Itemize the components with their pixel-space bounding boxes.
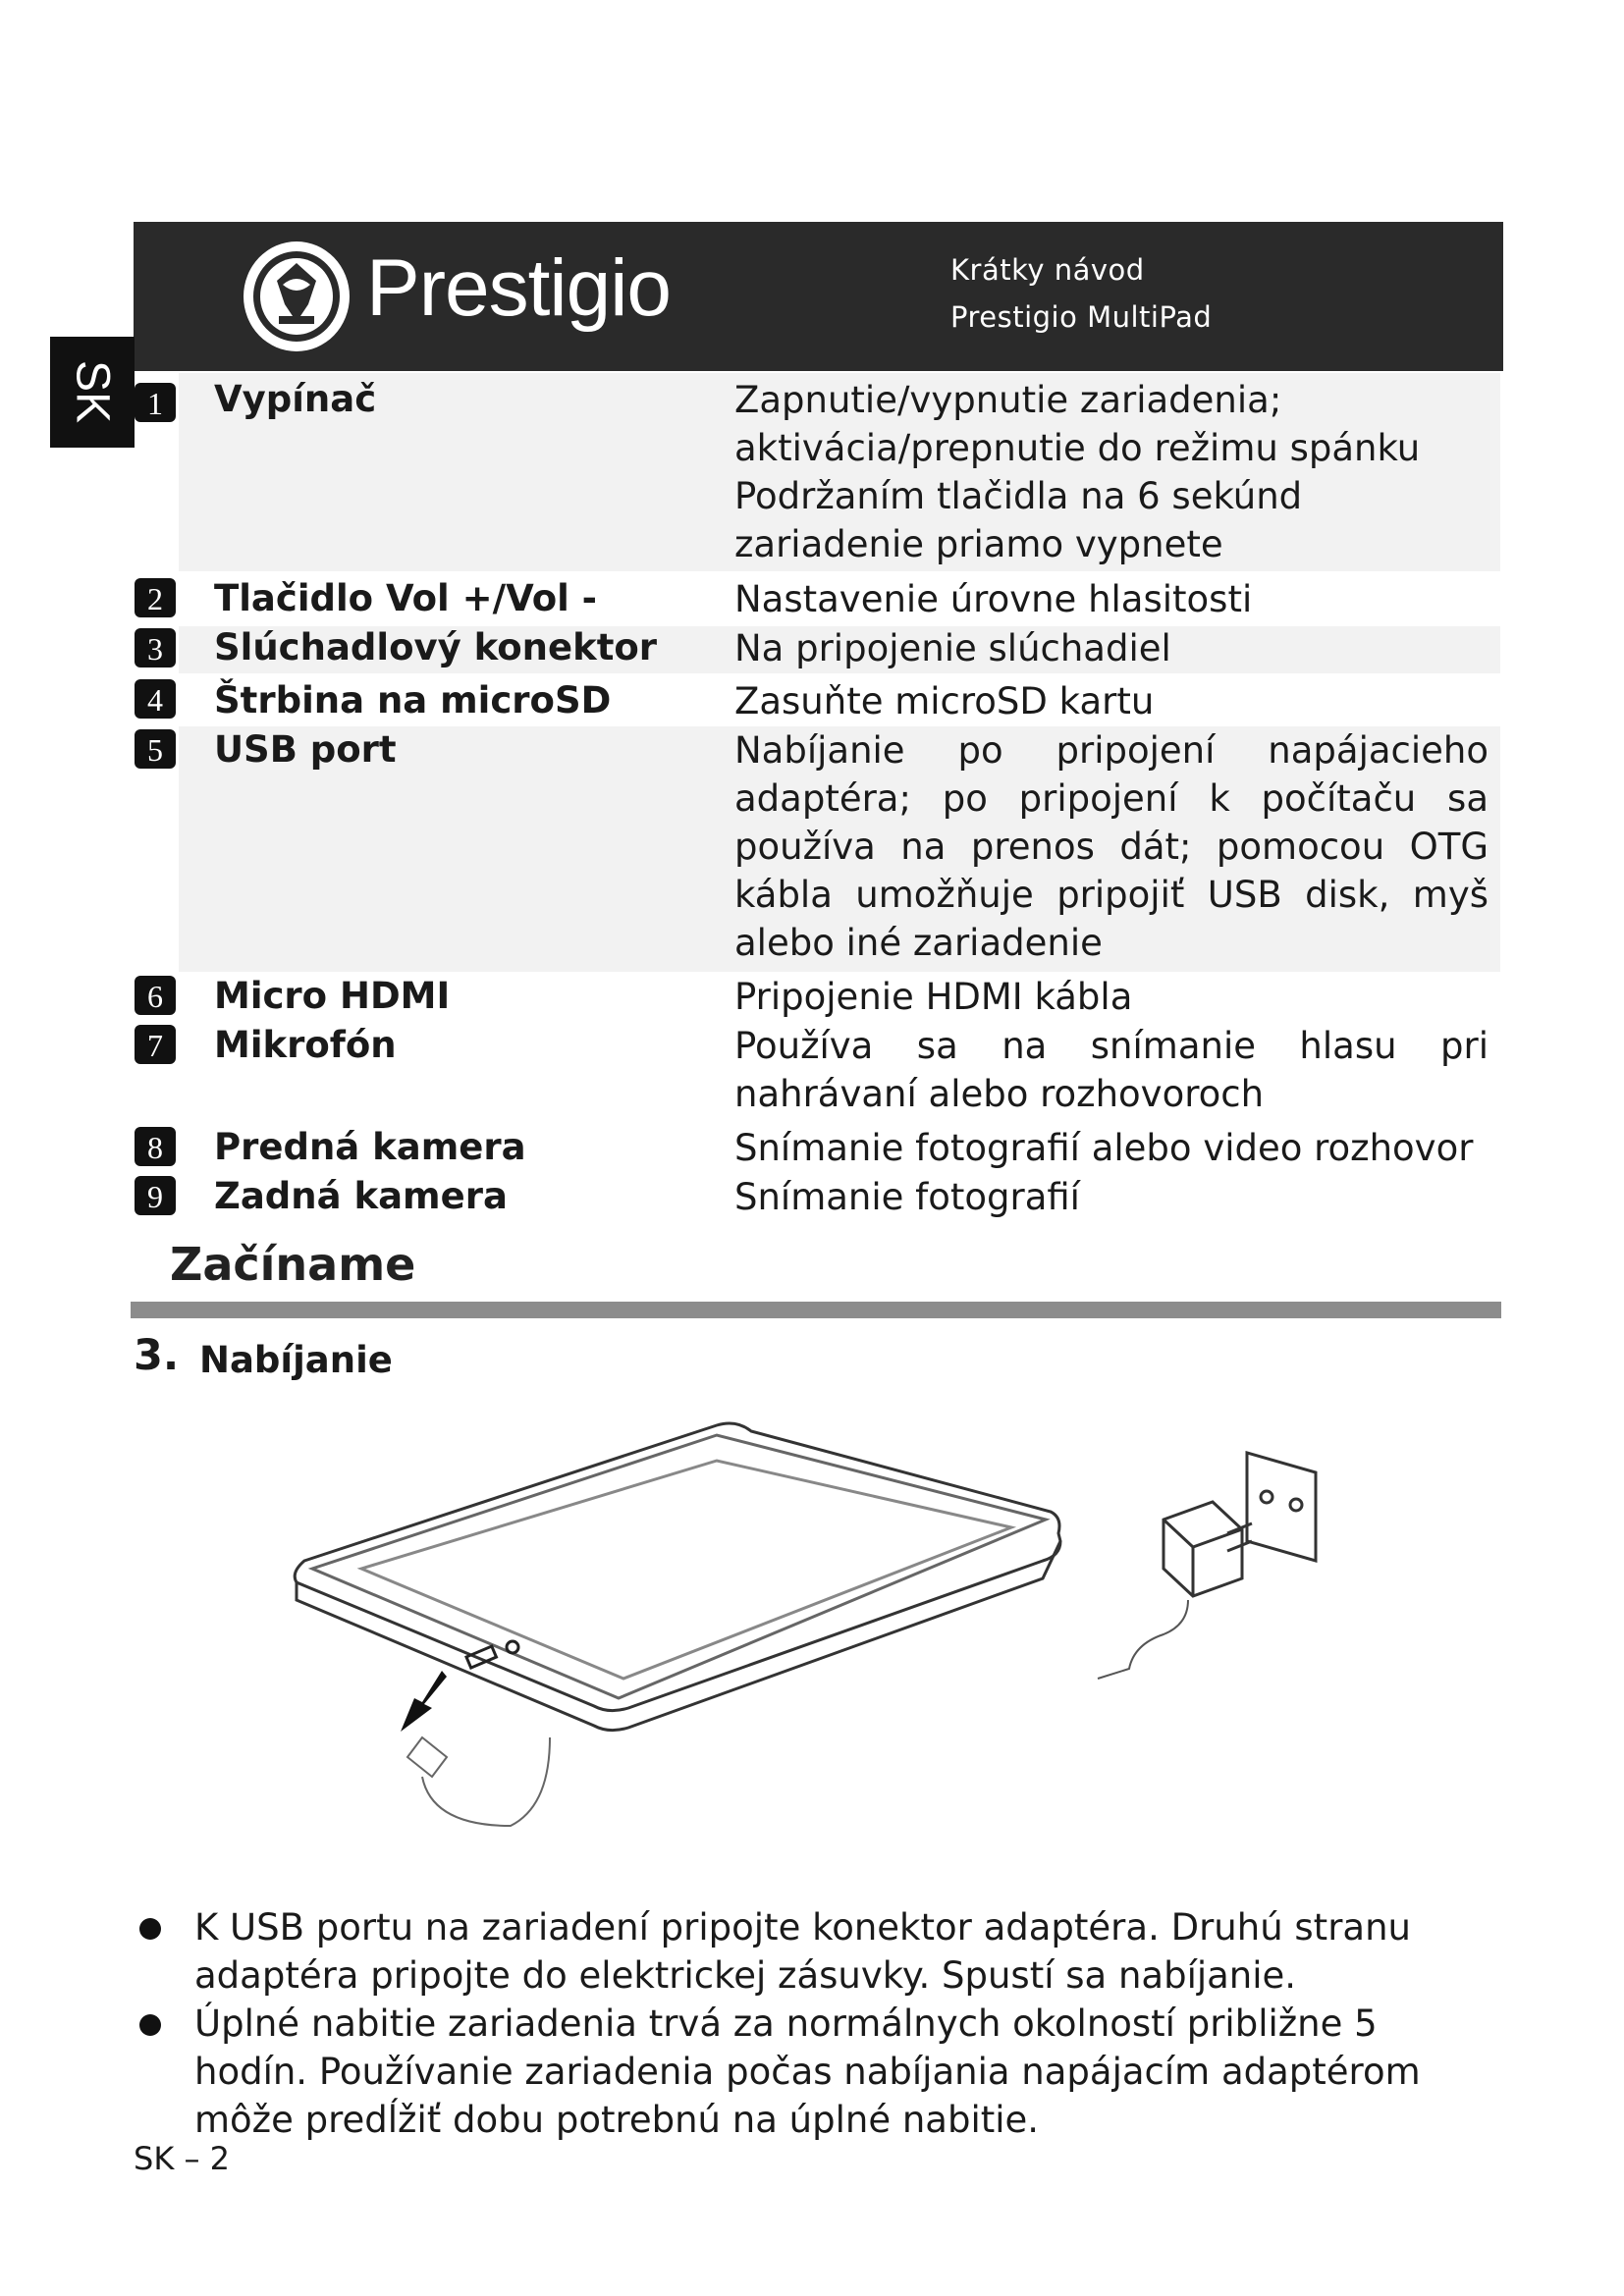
- bullet-text: Úplné nabitie zariadenia trvá za normálnych okolností približne 5 hodín. Používanie zariadenia počas nabíjania napájacím adaptérom môže predĺžiť dobu potrebnú na úplné nabitie.: [194, 2002, 1421, 2141]
- component-number: 4: [135, 679, 176, 719]
- component-term: Vypínač: [214, 378, 377, 420]
- component-desc: Zapnutie/vypnutie zariadenia; aktivácia/prepnutie do režimu spánku Podržaním tlačidla na 6 sekúnd zariadenie priamo vypnete: [734, 379, 1421, 565]
- component-term: Mikrofón: [214, 1024, 397, 1066]
- bullet-icon: [139, 2014, 161, 2036]
- component-desc: Nastavenie úrovne hlasitosti: [734, 578, 1253, 620]
- header-subtitle: Krátky návod: [950, 253, 1145, 287]
- component-term: Štrbina na microSD: [214, 679, 612, 721]
- section-divider: [131, 1302, 1501, 1318]
- component-number: 6: [135, 976, 176, 1015]
- section-title: Začíname: [170, 1238, 416, 1291]
- header-banner: [134, 222, 1503, 371]
- charging-illustration: [285, 1414, 1345, 1855]
- component-number: 8: [135, 1127, 176, 1166]
- component-desc: Zasuňte microSD kartu: [734, 680, 1155, 722]
- bullet-text: K USB portu na zariadení pripojte konektor adaptéra. Druhú stranu adaptéra pripojte do elektrickej zásuvky. Spustí sa nabíjanie.: [194, 1906, 1411, 1997]
- component-number: 7: [135, 1025, 176, 1064]
- component-desc: Používa sa na snímanie hlasu pri nahrávaní alebo rozhovoroch: [734, 1025, 1489, 1115]
- wall-socket-icon: [1247, 1453, 1316, 1561]
- step-number: 3.: [134, 1331, 180, 1380]
- component-term: Zadná kamera: [214, 1175, 508, 1217]
- component-desc: Snímanie fotografií: [734, 1176, 1080, 1218]
- arrow-icon: [401, 1671, 447, 1732]
- component-number: 1: [135, 383, 176, 422]
- component-term: USB port: [214, 728, 397, 771]
- component-term: Tlačidlo Vol +/Vol -: [214, 577, 598, 619]
- component-number: 2: [135, 578, 176, 617]
- component-desc: Pripojenie HDMI kábla: [734, 976, 1133, 1018]
- page-number: SK – 2: [134, 2140, 230, 2177]
- language-tab: SK: [50, 337, 135, 448]
- component-term: Slúchadlový konektor: [214, 626, 658, 668]
- header-product: Prestigio MultiPad: [950, 300, 1213, 334]
- component-term: Predná kamera: [214, 1126, 526, 1168]
- component-desc: Snímanie fotografií alebo video rozhovor: [734, 1127, 1474, 1169]
- component-term: Micro HDMI: [214, 975, 451, 1017]
- component-number: 9: [135, 1176, 176, 1215]
- bullet-icon: [139, 1918, 161, 1940]
- brand-wordmark: Prestigio: [366, 243, 672, 333]
- component-number: 5: [135, 729, 176, 769]
- component-desc: Na pripojenie slúchadiel: [734, 627, 1171, 669]
- component-number: 3: [135, 628, 176, 667]
- component-desc: Nabíjanie po pripojení napájacieho adaptéra; po pripojení k počítaču sa používa na prenos dát; pomocou OTG kábla umožňuje pripojiť USB disk, myš alebo iné zariadenie: [734, 729, 1489, 964]
- power-adapter-icon: [1164, 1502, 1252, 1596]
- step-label: Nabíjanie: [199, 1339, 393, 1381]
